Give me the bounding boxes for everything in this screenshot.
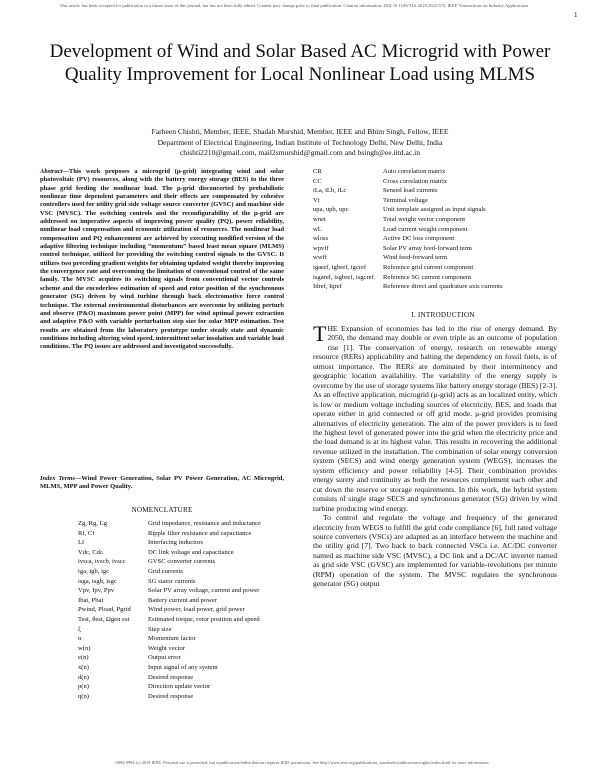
- nomenclature-description: Grid currents: [148, 567, 183, 575]
- nomenclature-row: [78, 519, 298, 529]
- paper-title: Development of Wind and Solar Based AC Microgrid with Power Quality Improvement for Local Nonlinear Load using MLMS: [49, 41, 551, 85]
- nomenclature-list-left: [78, 519, 298, 701]
- nomenclature-row: [313, 234, 573, 244]
- nomenclature-description: Estimated torque, rotor position and speed: [148, 615, 260, 623]
- nomenclature-row: [78, 673, 298, 683]
- introduction-body: [313, 321, 557, 589]
- nomenclature-symbol: wwff: [313, 254, 327, 262]
- nomenclature-description: Desired response: [148, 692, 194, 700]
- nomenclature-description: Input signal of any system: [148, 663, 218, 671]
- nomenclature-row: [313, 167, 573, 177]
- intro-paragraph-2: To control and regulate the voltage and frequency of the generated electricity from WEGS to fulfill the grid code compliance [6], full rated voltage source converters (VSCs) are adapted as an interface between the machine and the utility grid [7]. Two back to back connected VSCs i.e. AC/DC converter named as machine side VSC (MVSC), a DC link and a DC/AC inverter named as grid side VSC (GVSC) are implemented for variable-revolutions per minute (RPM) operation of the system. The MVSC regulates the synchronous generator (SG) output: [313, 513, 557, 589]
- nomenclature-symbol: ivsca, ivscb, ivscc: [78, 558, 126, 566]
- index-text: —Wind Power Generation, Solar PV Power Generation, AC Microgrid, MLMS, MPP and Power Quality.: [40, 475, 284, 491]
- nomenclature-row: [78, 557, 298, 567]
- nomenclature-symbol: α: [78, 635, 82, 643]
- nomenclature-description: Load current weight component: [383, 225, 468, 233]
- nomenclature-symbol: Rf, Cf: [78, 529, 95, 537]
- introduction-heading: I. INTRODUCTION: [411, 311, 475, 319]
- nomenclature-row: [78, 596, 298, 606]
- nomenclature-symbol: iLa, iLb, iLc: [313, 187, 347, 195]
- nomenclature-symbol: isgaref, isgbref, isgcref: [313, 273, 374, 281]
- nomenclature-symbol: wloss: [313, 235, 329, 243]
- nomenclature-description: Battery current and power: [148, 596, 218, 604]
- nomenclature-description: Unit template assigned as input signals: [383, 206, 486, 214]
- nomenclature-description: Desired response: [148, 673, 194, 681]
- nomenclature-symbol: Vdc, Cdc: [78, 548, 103, 556]
- index-label: Index Terms: [40, 475, 75, 482]
- nomenclature-row: [313, 253, 573, 263]
- nomenclature-row: [313, 244, 573, 254]
- drop-cap: T: [313, 321, 327, 346]
- nomenclature-symbol: wpvff: [313, 244, 329, 252]
- nomenclature-description: DC link voltage and capacitance: [148, 548, 234, 556]
- nomenclature-description: Wind feed-forward term: [383, 254, 448, 262]
- nomenclature-row: [78, 548, 298, 558]
- nomenclature-row: [78, 692, 298, 702]
- nomenclature-description: Step size: [148, 625, 172, 633]
- nomenclature-description: Total weight vector component: [383, 215, 466, 223]
- nomenclature-symbol: CR: [313, 168, 322, 175]
- nomenclature-symbol: Vt: [313, 196, 320, 204]
- nomenclature-row: [313, 282, 573, 292]
- nomenclature-list-right: [313, 167, 573, 292]
- nomenclature-symbol: wL: [313, 225, 322, 233]
- nomenclature-row: [78, 644, 298, 654]
- nomenclature-row: [313, 196, 573, 206]
- nomenclature-description: Wind power, load power, grid power: [148, 606, 245, 614]
- nomenclature-heading: NOMENCLATURE: [131, 506, 193, 514]
- nomenclature-row: [313, 263, 573, 273]
- nomenclature-symbol: Vpv, Ipv, Ppv: [78, 587, 115, 595]
- nomenclature-description: Output error: [148, 654, 181, 662]
- nomenclature-description: Reference SG current component: [383, 273, 472, 281]
- nomenclature-description: Reference grid current component: [383, 263, 474, 271]
- abstract-label: Abstract: [40, 168, 63, 175]
- abstract: [40, 168, 284, 352]
- intro-paragraph-1-text: HE Expansion of economies has led to the rise of energy demand. By 2050, the demand may double or even triple as an outcome of population rise [1]. The conservation of energy, research on renewable energy resource (RERs) applicability and halting the dependency on fossil fuels, is of utmost importance. The RERs are dominated by their intermittency and geographic location availability. The variability of the energy supply is overcome by the use of storage systems like battery energy storage (BES) [2-3]. As an effective application, microgrid (μ-grid) acts as an localized entity, which is low or medium voltage including sources of electricity, BES, and loads that operate either in grid connected or off grid mode. μ-grid provides promising alternatives of electricity generation. The aim of the power providers is to feed the highest level of generated power into the grid when the electricity price and the load demand is at its highest value. This results in recovering the additional revenue utilized in the installation. The combination of solar energy conversion system (SECS) and wind energy generation system (WEGS), increases the system efficiency and power reliability [4-5]. Their combination provides energy surety and continuity as both the resources complement each other and cut down the reserve or storage requirements. In this work, the hybrid system consists of single stage SECS and synchronous generator (SG) driven by wind turbine producing wind energy.: [313, 324, 557, 513]
- nomenclature-symbol: w(n): [78, 644, 91, 652]
- nomenclature-row: [78, 625, 298, 635]
- nomenclature-description: Momentum factor: [148, 635, 196, 643]
- nomenclature-description: Active DC loss component: [383, 235, 455, 243]
- nomenclature-symbol: Ibat, Pbat: [78, 596, 104, 604]
- copyright-footer: 0093-9994 (c) 2019 IEEE. Personal use is permitted, but republication/redistribution requires IEEE permission. See http://www.ieee.org/publications_standards/publications/rights/index.html for more information.: [115, 760, 490, 765]
- nomenclature-symbol: q(n): [78, 692, 89, 700]
- nomenclature-row: [78, 615, 298, 625]
- nomenclature-row: [78, 663, 298, 673]
- nomenclature-symbol: p(n): [78, 683, 89, 691]
- nomenclature-description: Terminal voltage: [383, 196, 428, 204]
- nomenclature-description: GVSC converter currents: [148, 558, 216, 566]
- author-emails: chishti2210@gmail.com, mail2smurshid@gmail.com and bsingh@ee.iitd.ac.in: [179, 148, 421, 157]
- nomenclature-symbol: x(n): [78, 663, 89, 671]
- nomenclature-row: [78, 682, 298, 692]
- nomenclature-symbol: iga, igb, igc: [78, 567, 110, 575]
- nomenclature-description: Direction update vector: [148, 683, 211, 691]
- nomenclature-row: [78, 653, 298, 663]
- nomenclature-symbol: d(n): [78, 673, 89, 681]
- nomenclature-row: [78, 605, 298, 615]
- nomenclature-row: [313, 225, 573, 235]
- nomenclature-description: Sensed load currents: [383, 187, 438, 195]
- nomenclature-description: Grid impedance, resistance and inductance: [148, 520, 261, 527]
- nomenclature-description: Auto correlation matrix: [383, 168, 446, 175]
- nomenclature-row: [313, 186, 573, 196]
- nomenclature-symbol: isga, isgb, isgc: [78, 577, 117, 585]
- nomenclature-row: [78, 529, 298, 539]
- nomenclature-description: SG stator currents: [148, 577, 196, 585]
- nomenclature-symbol: CC: [313, 177, 322, 185]
- nomenclature-symbol: Test, θest, Ωgen est: [78, 615, 130, 623]
- intro-paragraph-1: [313, 321, 557, 513]
- abstract-text: —This work proposes a microgrid (μ-grid) integrating wind and solar photovoltaic (PV) resources, along with the battery energy storage (BES) to the three phase grid feeding the nonlinear load. The μ-grid disconcerted by probabilistic nonlinear time dependent parameters and their effects are compensated by cohesive controllers used for utility grid side voltage source converter (GVSC) and machine side VSC (MVSC). The switching controls and the reconfigurability of the μ-grid are addressed on imperative aspects of improving power quality (PQ), power reliability, nonlinear load compensation and economic utilization of resources. The nonlinear load compensation and PQ enhancement are achieved by executing modified version of the adaptive filtering technique including “momentum” based least mean square (MLMS) control technique, utilized for providing the switching control signals to the GVSC. It utilizes two preceding gradient weights for obtaining updated weight thereby improving the convergence rate and overcoming the limitation of conventional control of the same family. The MVSC acquires its switching signals from conventional vector controls scheme and the encoderless estimation of speed and rotor position of the synchronous generator (SG) driven by wind turbine through back electromotive force control technique. The external environmental disturbances are overcome by utilizing perturb and observe (P&O) maximum power point (MPP) for wind optimal power extraction and adaptive P&O with variable perturbation step size for solar MPP estimation. Test results are obtained from the laboratory prototype under steady state and dynamic conditions including altering wind speed, intermittent solar insolation and variable load conditions. The PQ issues are addressed and investigated successfully.: [40, 168, 284, 351]
- nomenclature-row: [78, 538, 298, 548]
- nomenclature-row: [313, 215, 573, 225]
- nomenclature-description: Reference direct and quadrature axis currents: [383, 283, 503, 291]
- author-list: Farheen Chishti, Member, IEEE, Shadab Murshid, Member, IEEE and Bhim Singh, Fellow, IEEE: [151, 127, 449, 136]
- nomenclature-symbol: Idref, Iqref: [313, 283, 342, 291]
- nomenclature-description: Cross correlation matrix: [383, 177, 448, 185]
- nomenclature-row: [313, 205, 573, 215]
- index-terms: [40, 475, 284, 492]
- nomenclature-row: [313, 273, 573, 283]
- nomenclature-description: Ripple filter resistance and capacitance: [148, 529, 252, 537]
- nomenclature-symbol: ξ: [78, 625, 81, 633]
- nomenclature-symbol: wnet: [313, 215, 326, 223]
- nomenclature-symbol: Zg, Rg, Lg: [78, 520, 107, 527]
- nomenclature-row: [313, 177, 573, 187]
- nomenclature-description: Weight vector: [148, 644, 186, 652]
- nomenclature-symbol: upa, upb, upc: [313, 206, 349, 214]
- nomenclature-symbol: Pwind, Pload, Pgrid: [78, 606, 131, 614]
- acceptance-notice: This article has been accepted for publication in a future issue of this journal, but has not been fully edited. Content may change prior to final publication. Citation information: DOI 10.1109/TIA.2019.2923.575, IEEE Transactions on Industry Applications: [59, 3, 529, 8]
- nomenclature-row: [78, 577, 298, 587]
- nomenclature-description: Solar PV array feed-forward term: [383, 244, 472, 252]
- nomenclature-row: [78, 586, 298, 596]
- nomenclature-row: [78, 567, 298, 577]
- nomenclature-symbol: e(n): [78, 654, 89, 662]
- page-number: 1: [574, 11, 578, 19]
- nomenclature-symbol: igaref, igbref, igcref: [313, 263, 367, 271]
- nomenclature-description: Interfacing inductors: [148, 539, 204, 547]
- nomenclature-description: Solar PV array voltage, current and power: [148, 587, 260, 595]
- nomenclature-symbol: Lf: [78, 539, 85, 547]
- affiliation: Department of Electrical Engineering, Indian Institute of Technology Delhi, New Delhi, India: [157, 138, 443, 147]
- nomenclature-row: [78, 634, 298, 644]
